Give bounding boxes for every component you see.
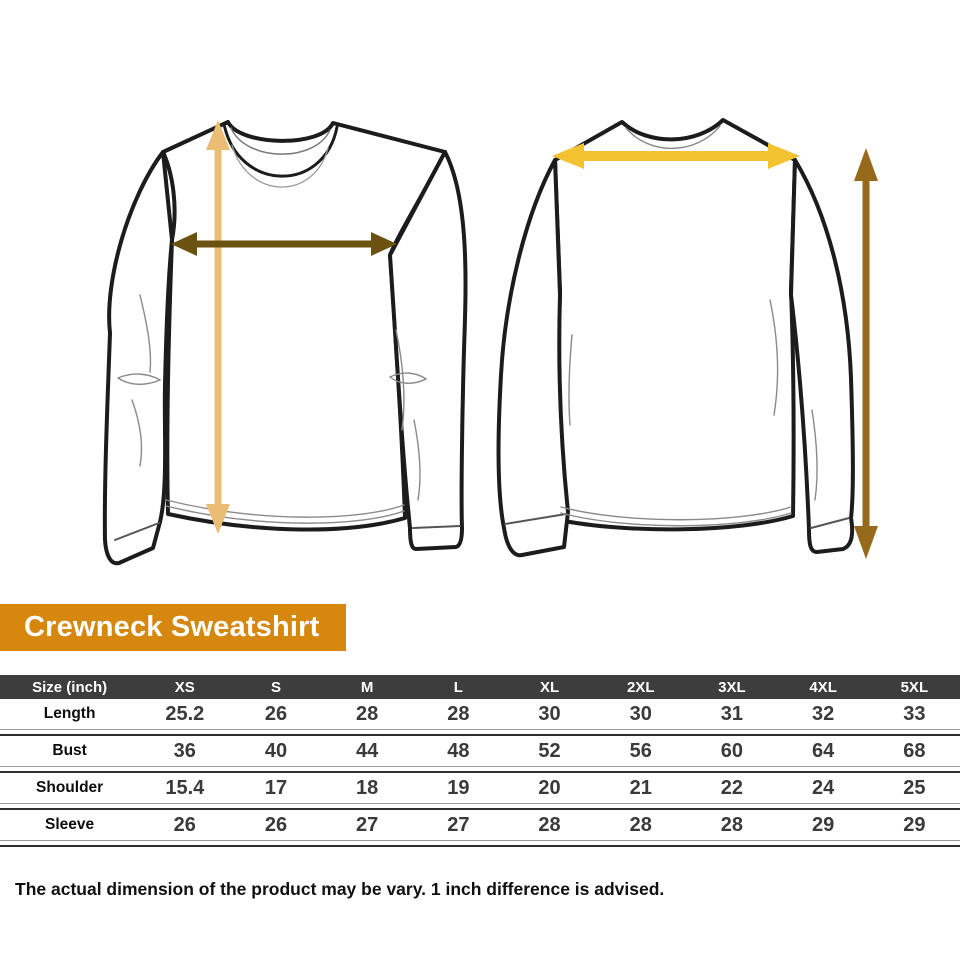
table-row-length (0, 699, 960, 730)
shoulder-xl: 20 (504, 772, 595, 804)
sleeve-m: 27 (322, 809, 413, 841)
sleeve-2xl: 28 (595, 809, 686, 841)
disclaimer-text: The actual dimension of the product may be vary. 1 inch difference is advised. (15, 879, 665, 899)
front-left-sleeve (105, 152, 172, 563)
col-header-2xl: 2XL (595, 675, 686, 699)
row-label-shoulder: Shoulder (0, 772, 139, 804)
sleeve-3xl: 28 (686, 809, 777, 841)
col-header-xs: XS (139, 675, 230, 699)
length-xs: 25.2 (139, 699, 230, 730)
col-header-size-unit: Size (inch) (0, 675, 139, 699)
bust-l: 48 (413, 735, 504, 767)
size-table-header-row (0, 675, 960, 699)
row-label-bust: Bust (0, 735, 139, 767)
shoulder-3xl: 22 (686, 772, 777, 804)
bust-xl: 52 (504, 735, 595, 767)
col-header-4xl: 4XL (778, 675, 869, 699)
length-3xl: 31 (686, 699, 777, 730)
sleeve-arrow (854, 148, 878, 559)
sleeve-l: 27 (413, 809, 504, 841)
sleeve-5xl: 29 (869, 809, 960, 841)
shoulder-5xl: 25 (869, 772, 960, 804)
col-header-s: S (230, 675, 321, 699)
size-table (0, 675, 960, 847)
length-2xl: 30 (595, 699, 686, 730)
col-header-l: L (413, 675, 504, 699)
row-label-length: Length (0, 699, 139, 730)
table-row-bust (0, 735, 960, 767)
sleeve-s: 26 (230, 809, 321, 841)
table-row-shoulder (0, 772, 960, 804)
col-header-xl: XL (504, 675, 595, 699)
bust-3xl: 60 (686, 735, 777, 767)
length-4xl: 32 (778, 699, 869, 730)
table-row-sleeve (0, 809, 960, 841)
bust-2xl: 56 (595, 735, 686, 767)
product-title-banner: Crewneck Sweatshirt (0, 604, 346, 651)
sweatshirt-front-view (80, 100, 475, 605)
shoulder-s: 17 (230, 772, 321, 804)
table-bottom-rule (0, 841, 960, 847)
length-l: 28 (413, 699, 504, 730)
bust-5xl: 68 (869, 735, 960, 767)
shoulder-2xl: 21 (595, 772, 686, 804)
bust-m: 44 (322, 735, 413, 767)
sleeve-4xl: 29 (778, 809, 869, 841)
sleeve-xs: 26 (139, 809, 230, 841)
length-m: 28 (322, 699, 413, 730)
bust-4xl: 64 (778, 735, 869, 767)
back-right-sleeve (791, 160, 853, 552)
bust-s: 40 (230, 735, 321, 767)
length-s: 26 (230, 699, 321, 730)
length-xl: 30 (504, 699, 595, 730)
sweatshirt-back-view (480, 100, 890, 605)
shoulder-m: 18 (322, 772, 413, 804)
shoulder-4xl: 24 (778, 772, 869, 804)
back-left-sleeve (499, 160, 568, 555)
col-header-3xl: 3XL (686, 675, 777, 699)
col-header-m: M (322, 675, 413, 699)
sleeve-xl: 28 (504, 809, 595, 841)
shoulder-l: 19 (413, 772, 504, 804)
col-header-5xl: 5XL (869, 675, 960, 699)
row-label-sleeve: Sleeve (0, 809, 139, 841)
shoulder-xs: 15.4 (139, 772, 230, 804)
length-5xl: 33 (869, 699, 960, 730)
bust-xs: 36 (139, 735, 230, 767)
back-torso (555, 120, 795, 529)
